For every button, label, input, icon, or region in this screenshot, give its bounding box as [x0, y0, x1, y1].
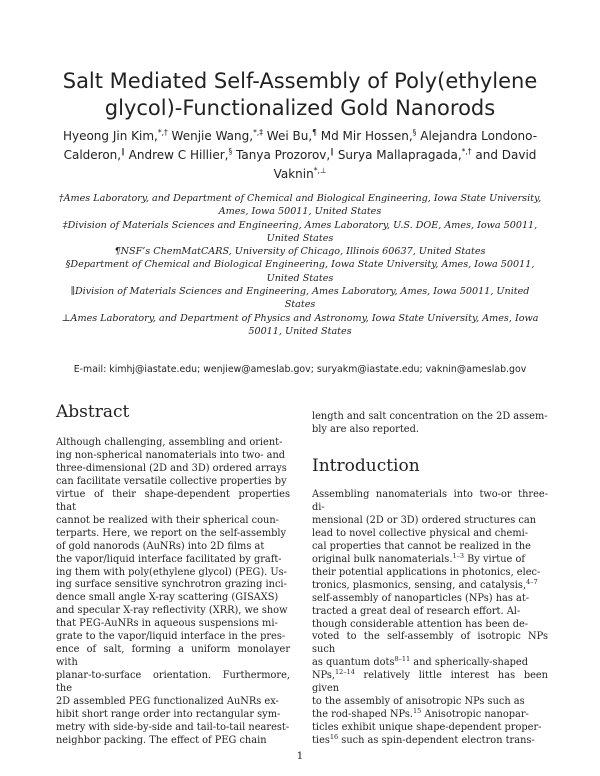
text-line: cal properties that cannot be realized in the	[312, 540, 531, 552]
affiliation: ∥Division of Materials Sciences and Engineering, Ames Laboratory, Ames, Iowa 50011, United States	[70, 286, 530, 311]
text-line: dence small angle X-ray scattering (GISAXS)	[56, 592, 279, 604]
abstract-continuation	[312, 411, 548, 437]
affiliation: §Department of Chemical and Biological Engineering, Iowa State University, Ames, Iowa 50011, United States	[65, 259, 535, 284]
introduction-heading: Introduction	[312, 456, 420, 476]
text-line: hibit short range order into rectangular sym-	[56, 709, 281, 721]
text-line: though considerable attention has been de-	[312, 618, 529, 630]
text-line: Although challenging, assembling and orient-	[56, 437, 283, 448]
affiliation: ‡Division of Materials Sciences and Engineering, Ames Laboratory, U.S. DOE, Ames, Iowa 50011, United States	[62, 219, 538, 244]
text-line: that PEG-AuNRs in aqueous suspensions mi-	[56, 618, 278, 630]
author-marks: *,†	[461, 147, 472, 156]
text-line: of gold nanorods (AuNRs) into 2D films at	[56, 540, 265, 552]
text-line: the vapor/liquid interface facilitated by graft-	[56, 553, 282, 565]
author-name: Wei Bu,	[266, 129, 313, 143]
text-line: mensional (2D or 3D) ordered structures can	[312, 514, 537, 526]
text-line: ing them with poly(ethylene glycol) (PEG). Us-	[56, 566, 287, 578]
introduction-body	[312, 489, 548, 748]
abstract-heading: Abstract	[56, 402, 130, 422]
text-line: voted to the self-assembly of isotropic NPs such	[312, 631, 548, 656]
author-name: Hyeong Jin Kim,	[62, 129, 158, 143]
author-marks: §	[412, 128, 417, 137]
author-name: Tanya Prozorov,	[236, 148, 331, 162]
author-name: Andrew C Hillier,	[128, 148, 229, 162]
author-marks: ∥	[121, 147, 125, 156]
author-marks: *,†	[157, 128, 168, 137]
text-line: ties$^{16}$ such as spin-dependent electron trans-	[312, 733, 535, 747]
text-line: ence of salt, forming a uniform monolayer with	[56, 644, 290, 669]
author-marks: *,⊥	[313, 166, 327, 175]
text-line: tracted a great deal of research effort. Al-	[312, 605, 521, 617]
text-line: neighbor packing. The effect of PEG chain	[56, 734, 267, 746]
contact-email: E-mail: kimhj@iastate.edu; wenjiew@ameslab.gov; suryakm@iastate.edu; vaknin@ameslab.gov	[73, 364, 527, 375]
author-marks: *,‡	[253, 128, 263, 137]
text-line: grate to the vapor/liquid interface in the pres-	[56, 631, 286, 643]
text-line: Assembling nanomaterials into two-or three- di-	[312, 489, 548, 513]
author-line-1	[48, 127, 552, 184]
author-name: Alejandra Londono-Calderon,	[63, 129, 538, 162]
abstract-body	[56, 437, 290, 748]
author-name: and David Vaknin	[273, 148, 537, 181]
text-line: bly are also reported.	[312, 423, 419, 435]
text-line: virtue of their shape-dependent properties that	[56, 488, 290, 513]
text-line: to the assembly of anisotropic NPs such as	[312, 696, 525, 708]
text-line: three-dimensional (2D and 3D) ordered arrays	[56, 462, 287, 474]
citation: 8–11	[394, 655, 411, 664]
title-line-2: glycol)-Functionalized Gold Nanorods	[104, 96, 496, 120]
text-line: as quantum dots$^{8-11}$ and spherically-shaped	[312, 655, 529, 669]
citation: 4–7	[526, 577, 538, 586]
affiliation: ⊥Ames Laboratory, and Department of Physics and Astronomy, Iowa State University, Ames, Iowa 50011, United States	[61, 312, 539, 337]
affiliation: †Ames Laboratory, and Department of Chemical and Biological Engineering, Iowa State University, Ames, Iowa 50011, United States	[58, 193, 542, 218]
author-name: Wenjie Wang,	[171, 129, 254, 143]
text-line: ticles exhibit unique shape-dependent proper-	[312, 722, 542, 734]
text-line: cannot be realized with their spherical coun-	[56, 514, 279, 526]
text-line: 2D assembled PEG functionalized AuNRs ex-	[56, 696, 279, 708]
text-line: length and salt concentration on the 2D assem-	[312, 411, 548, 422]
citation: 16	[329, 733, 339, 742]
text-line: ing non-spherical nanomaterials into two- and	[56, 449, 286, 461]
author-name: Md Mir Hossen,	[320, 129, 413, 143]
text-line: planar-to-surface orientation. Furthermore, the	[56, 670, 290, 695]
text-line: lead to novel collective physical and chemi-	[312, 527, 529, 539]
text-line: can facilitate versatile collective properties by	[56, 475, 287, 487]
title-line-1: Salt Mediated Self-Assembly of Poly(ethylene	[62, 69, 538, 93]
author-marks: ∥	[330, 147, 334, 156]
text-line: self-assembly of nanoparticles (NPs) has at-	[312, 592, 530, 604]
citation: 12–14	[335, 668, 355, 677]
author-marks: ¶	[312, 128, 317, 137]
author-marks: §	[228, 147, 233, 156]
text-line: metry with side-by-side and tail-to-tail nearest-	[56, 721, 290, 733]
citation: 15	[413, 707, 422, 716]
text-line: terparts. Here, we report on the self-assembly	[56, 527, 287, 539]
text-line: ing surface sensitive synchrotron grazing inci-	[56, 579, 287, 591]
text-line: original bulk nanomaterials.$^{1-3}$ By virtue of	[312, 551, 525, 565]
page-number: 1	[296, 750, 304, 762]
citation: 1–3	[452, 551, 464, 560]
text-line: the rod-shaped NPs.$^{15}$ Anisotropic nanopar-	[312, 707, 529, 721]
text-line: NPs,$^{12-14}$ relatively little interest has been given	[312, 668, 548, 695]
affiliations	[58, 192, 542, 338]
text-line: and specular X-ray reflectivity (XRR), we show	[56, 605, 288, 617]
text-line: their potential applications in photonics, elec-	[312, 566, 541, 578]
author-name: Surya Mallapragada,	[337, 148, 462, 162]
paper-title	[40, 68, 560, 122]
author-list	[48, 127, 552, 184]
text-line: tronics, plasmonics, sensing, and catalysis,$^{4-7}$	[312, 577, 538, 591]
affiliation: ¶NSF’s ChemMatCARS, University of Chicago, Illinois 60637, United States	[114, 246, 486, 258]
